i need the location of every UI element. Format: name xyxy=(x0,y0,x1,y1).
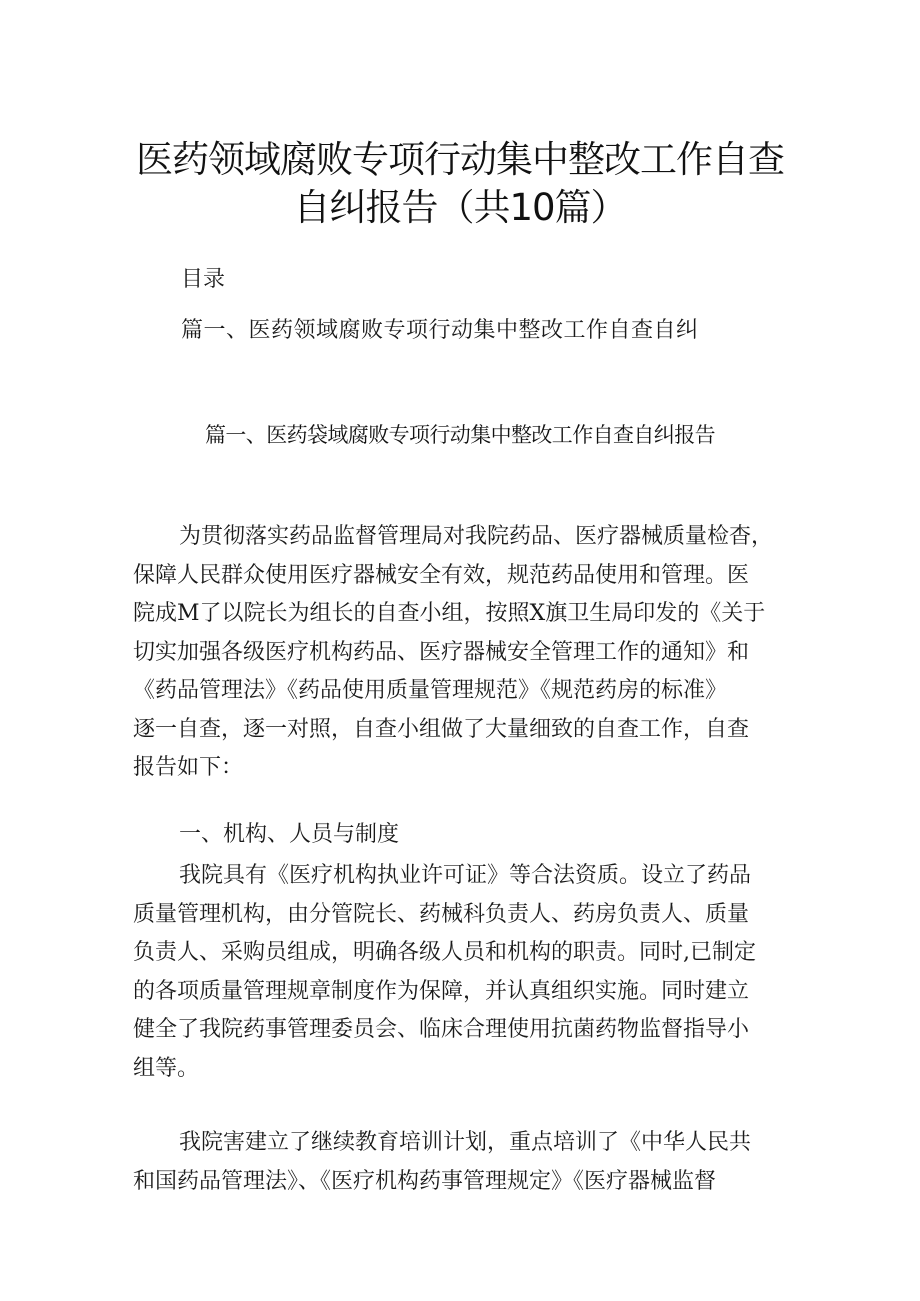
paragraph-line: 的各项质量管理规章制度作为保障，并认真组织实施。同时建立 xyxy=(133,978,750,1004)
toc-label: 目录 xyxy=(181,267,226,292)
paragraph-line: 《药品管理法》《药品使用质量管理规范》《规范药房的标准》 xyxy=(133,678,728,703)
paragraph-line: 组等。 xyxy=(133,1055,200,1081)
paragraph-2 xyxy=(133,857,788,1088)
subheading-text: 一、机构、人员与制度 xyxy=(179,822,400,847)
document-title-line-2: 自纠报告（共10篇） xyxy=(293,186,627,229)
subheading-institutions xyxy=(133,816,788,855)
paragraph-line: 我院害建立了继续教育培训计划，重点培训了《中华人民共 xyxy=(179,1130,752,1155)
paragraph-line: 院成M了以院长为组长的自查小组，按照X旗卫生局印发的《关于 xyxy=(133,601,766,626)
paragraph-line: 负责人、采购员组成，明确各级人员和机构的职责。同时,已制定 xyxy=(133,940,756,965)
paragraph-line: 逐一自查，逐一对照，自查小组做了大量细致的自查工作，自查 xyxy=(133,716,750,742)
paragraph-line: 健全了我院药事管理委员会、临床合理使用抗菌药物监督指导小 xyxy=(133,1017,750,1042)
section-heading: 篇一、医药袋域腐败专项行动集中整改工作自查自纠报告 xyxy=(205,423,715,447)
paragraph-1 xyxy=(133,518,788,788)
toc-item: 篇一、医药领域腐败专项行动集中整改工作自查自纠 xyxy=(181,318,699,343)
paragraph-3 xyxy=(133,1124,788,1201)
paragraph-line: 我院具有《医疗机构执业许可证》等合法资质。设立了药品 xyxy=(179,863,752,888)
paragraph-line: 切实加强各级医疗机构药品、医疗器械安全管理工作的通知》和 xyxy=(133,639,750,665)
paragraph-line: 保障人民群众使用医疗器械安全有效，规范药品使用和管理。医 xyxy=(133,562,750,588)
paragraph-line: 质量管理机构，由分管院长、药械科负责人、药房负责人、质量 xyxy=(133,901,750,927)
paragraph-line: 和国药品管理法》、《医疗机构药事管理规定》《医疗器械监督 xyxy=(133,1168,717,1194)
paragraph-line: 为贯彻落实药品监督管理局对我院药品、医疗器械质量检杳， xyxy=(179,524,774,549)
paragraph-line: 报告如下： xyxy=(133,755,244,780)
document-title-line-1: 医药领域腐败专项行动集中整改工作自查 xyxy=(136,138,784,181)
